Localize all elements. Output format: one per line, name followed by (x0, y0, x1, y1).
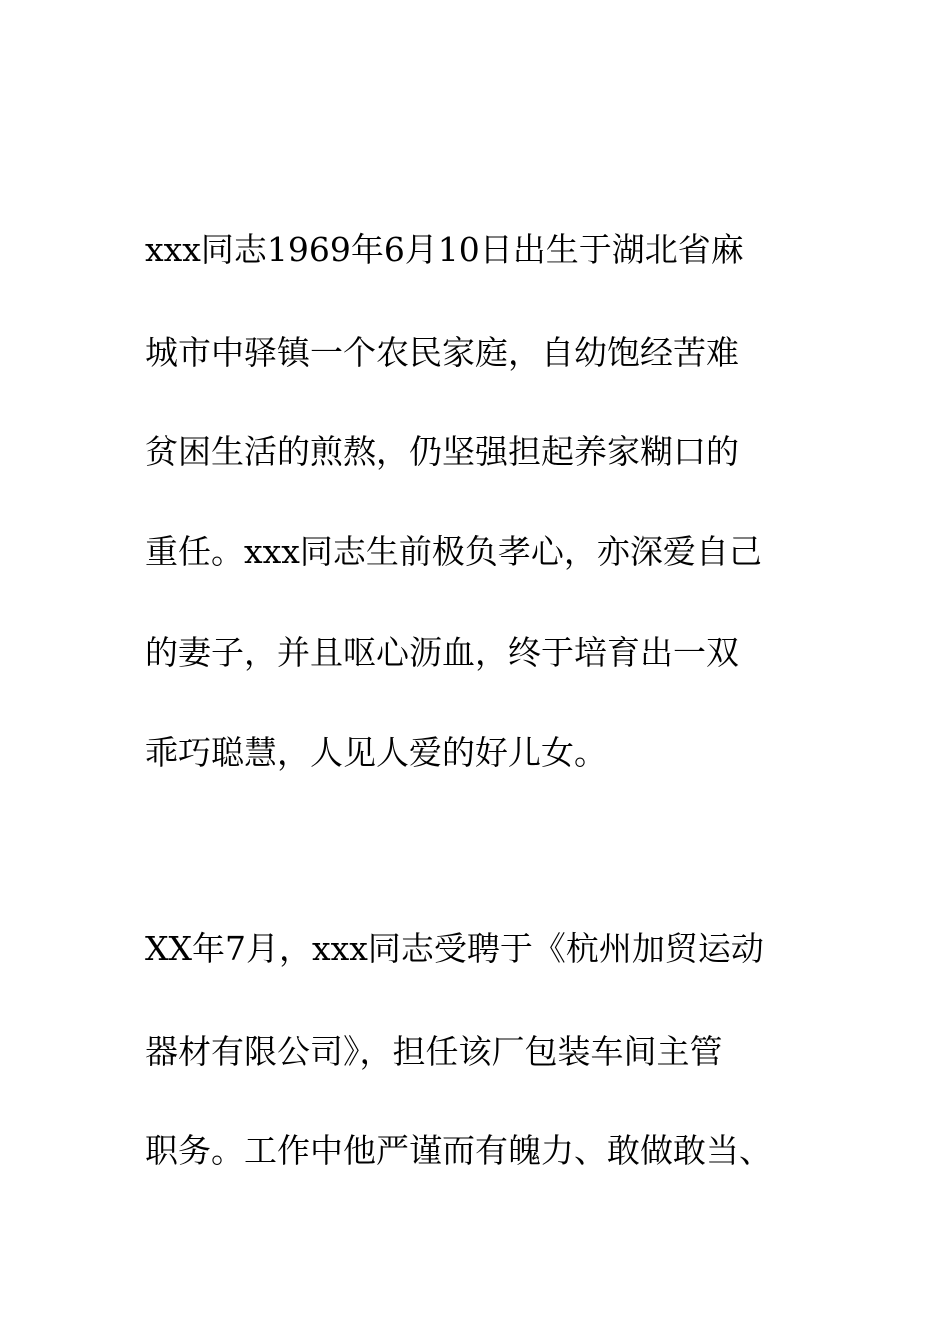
paragraph-line: 器材有限公司》，担任该厂包装车间主管 (145, 1032, 723, 1071)
paragraph-line: xxx同志1969年6月10日出生于湖北省麻 (145, 230, 744, 269)
paragraph-line: XX年7月，xxx同志受聘于《杭州加贸运动 (145, 929, 764, 968)
paragraph-line: 重任。xxx同志生前极负孝心，亦深爱自己 (145, 532, 762, 571)
paragraph-line: 乖巧聪慧，人见人爱的好儿女。 (145, 733, 607, 772)
paragraph-line: 职务。工作中他严谨而有魄力、敢做敢当、 (145, 1131, 772, 1170)
paragraph-line: 的妻子，并且呕心沥血，终于培育出一双 (145, 633, 739, 672)
paragraph-line: 贫困生活的煎熬，仍坚强担起养家糊口的 (145, 432, 739, 471)
paragraph-line: 城市中驿镇一个农民家庭，自幼饱经苦难 (145, 333, 739, 372)
